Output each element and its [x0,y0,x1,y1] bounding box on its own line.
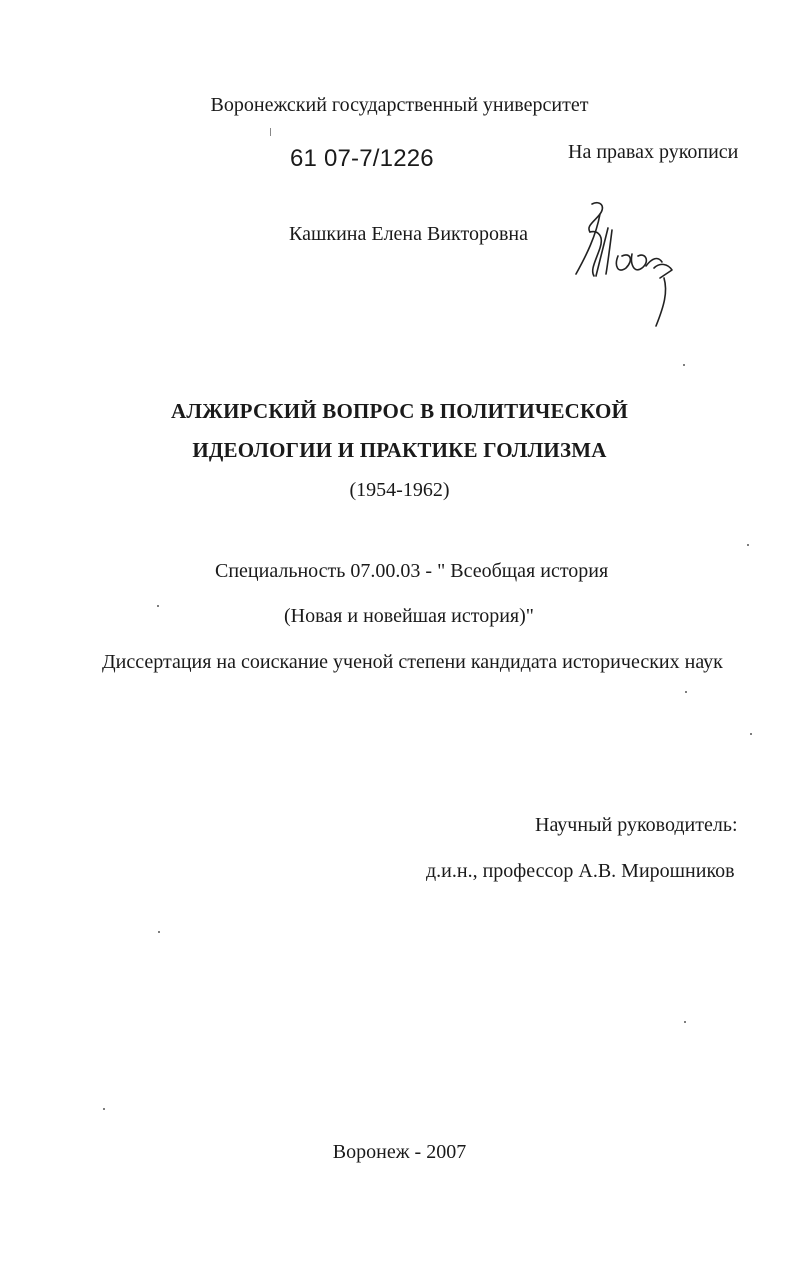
scan-speck [685,691,687,693]
handwritten-signature-icon [560,196,690,336]
university-name: Воронежский государственный университет [210,94,589,116]
dissertation-title-line-2: ИДЕОЛОГИИ И ПРАКТИКЕ ГОЛЛИЗМА [192,438,607,462]
scan-speck [750,733,752,735]
supervisor-label: Научный руководитель: [535,814,738,836]
dissertation-title-line-1: АЛЖИРСКИЙ ВОПРОС В ПОЛИТИЧЕСКОЙ [170,399,629,423]
manuscript-rights-note: На правах рукописи [568,141,739,163]
author-name: Кашкина Елена Викторовна [289,223,529,245]
scan-artifact-tick [270,128,271,136]
city-and-year: Воронеж - 2007 [332,1141,467,1163]
specialty-line-2: (Новая и новейшая история)" [284,605,534,627]
scan-speck [157,605,159,607]
scan-speck [684,1021,686,1023]
scan-speck [158,931,160,933]
scan-speck [103,1108,105,1110]
scan-speck [683,364,685,366]
specialty-line-1: Специальность 07.00.03 - " Всеобщая история [215,560,609,582]
dissertation-type: Диссертация на соискание ученой степени кандидата исторических наук [102,651,723,673]
scan-speck [747,544,749,546]
supervisor-name: д.и.н., профессор А.В. Мирошников [426,860,735,882]
years-range: (1954-1962) [349,479,450,501]
registry-number: 61 07-7/1226 [290,145,434,172]
